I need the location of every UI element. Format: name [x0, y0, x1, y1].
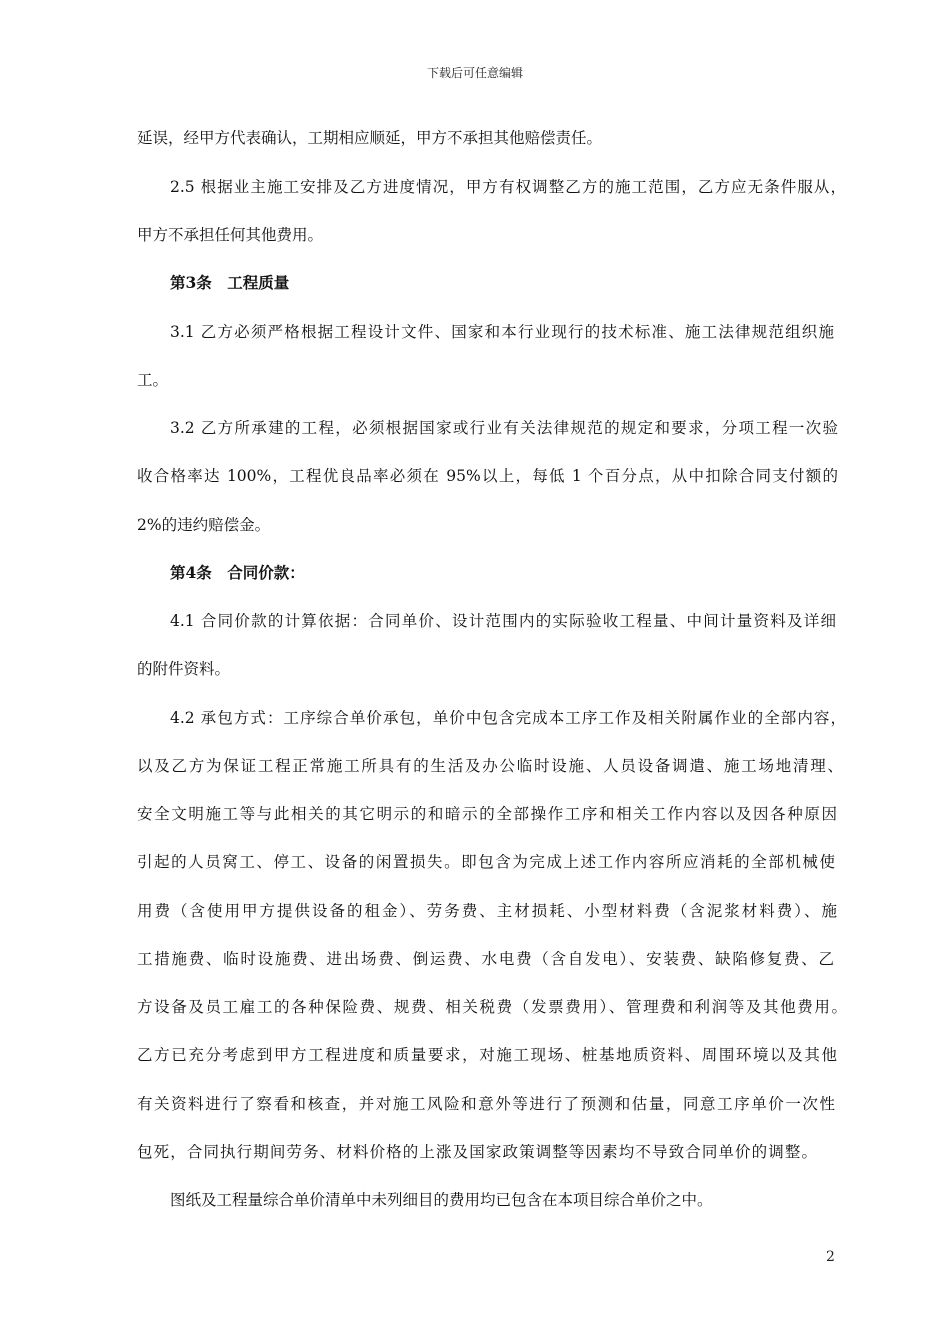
- paragraph-line: 包死，合同执行期间劳务、材料价格的上涨及国家政策调整等因素均不导致合同单价的调整。: [137, 1143, 817, 1161]
- paragraph-line: 3.2 乙方所承建的工程，必须根据国家或行业有关法律规范的规定和要求，分项工程一次验: [170, 419, 838, 437]
- paragraph-line: 4.1 合同价款的计算依据：合同单价、设计范围内的实际验收工程量、中间计量资料及详细: [170, 612, 836, 630]
- paragraph-line: 延误，经甲方代表确认，工期相应顺延，甲方不承担其他赔偿责任。: [137, 129, 603, 147]
- paragraph-line: 引起的人员窝工、停工、设备的闲置损失。即包含为完成上述工作内容所应消耗的全部机械使: [137, 853, 835, 871]
- paragraph-line: 的附件资料。: [137, 660, 231, 678]
- paragraph-line: 方设备及员工雇工的各种保险费、规费、相关税费（发票费用）、管理费和利润等及其他费用。: [137, 998, 847, 1016]
- section-heading: 第3条 工程质量: [170, 273, 290, 292]
- paragraph-line: 安全文明施工等与此相关的其它明示的和暗示的全部操作工序和相关工作内容以及因各种原因: [137, 805, 837, 823]
- paragraph-line: 有关资料进行了察看和核查，并对施工风险和意外等进行了预测和估量，同意工序单价一次性: [137, 1095, 835, 1113]
- paragraph-line: 2%的违约赔偿金。: [137, 516, 271, 534]
- paragraph-line: 工措施费、临时设施费、进出场费、倒运费、水电费（含自发电）、安装费、缺陷修复费、乙: [137, 950, 834, 968]
- paragraph-line: 用费（含使用甲方提供设备的租金）、劳务费、主材损耗、小型材料费（含泥浆材料费）、施: [137, 902, 837, 920]
- page-header: 下载后可任意编辑: [426, 66, 523, 80]
- paragraph-line: 图纸及工程量综合单价清单中未列细目的费用均已包含在本项目综合单价之中。: [170, 1191, 713, 1209]
- paragraph-line: 工。: [137, 371, 169, 389]
- paragraph-line: 2.5 根据业主施工安排及乙方进度情况，甲方有权调整乙方的施工范围，乙方应无条件服从，: [170, 178, 846, 196]
- paragraph-line: 乙方已充分考虑到甲方工程进度和质量要求，对施工现场、桩基地质资料、周围环境以及其他: [137, 1046, 837, 1064]
- paragraph-line: 收合格率达 100%，工程优良品率必须在 95%以上，每低 1 个百分点，从中扣除合同支付额的: [137, 467, 838, 485]
- section-heading: 第4条 合同价款：: [170, 563, 305, 582]
- paragraph-line: 3.1 乙方必须严格根据工程设计文件、国家和本行业现行的技术标准、施工法律规范组织施: [170, 323, 834, 341]
- paragraph-line: 4.2 承包方式：工序综合单价承包，单价中包含完成本工序工作及相关附属作业的全部内容，: [170, 709, 846, 727]
- paragraph-line: 以及乙方为保证工程正常施工所具有的生活及办公临时设施、人员设备调遣、施工场地清理、: [137, 757, 843, 775]
- page-number: 2: [826, 1249, 835, 1265]
- paragraph-line: 甲方不承担任何其他费用。: [137, 226, 324, 244]
